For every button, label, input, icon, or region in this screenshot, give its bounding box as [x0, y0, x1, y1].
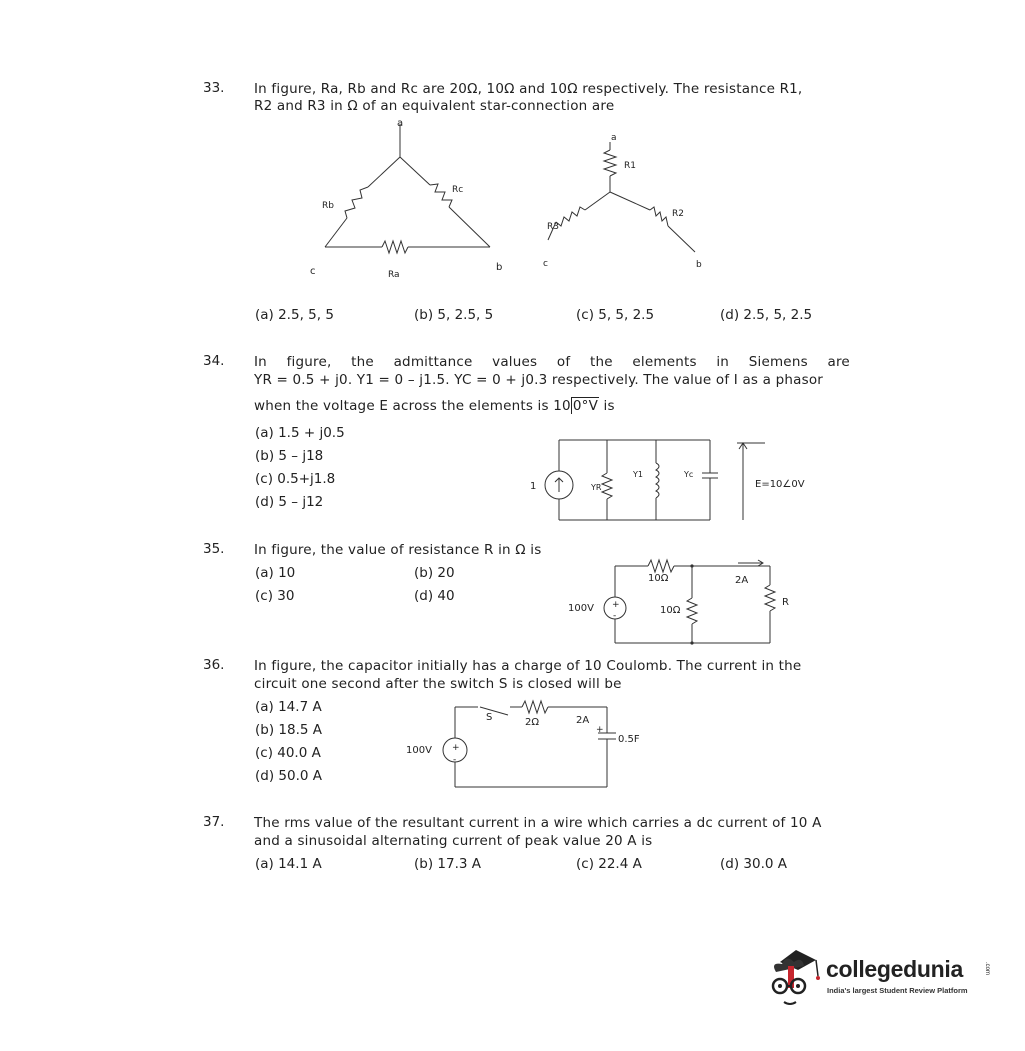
q37-option-d[interactable]: (d) 30.0 A: [720, 856, 787, 872]
q35-text-line1: In figure, the value of resistance R in Ω is: [254, 542, 542, 558]
q34-voltage-angle: 0°V: [572, 398, 599, 414]
q34-option-d[interactable]: (d) 5 – j12: [255, 494, 324, 510]
q33-figure: [300, 112, 720, 284]
q33-delta-a: a: [397, 118, 404, 129]
q33-delta-b: b: [496, 262, 503, 273]
q34-text-line3: [254, 397, 615, 415]
q34-text-line2: YR = 0.5 + j0. Y1 = 0 – j1.5. YC = 0 + j0.3 respectively. The value of I as a phasor: [254, 372, 824, 388]
q33-number: 33.: [203, 80, 225, 96]
collegedunia-logo: [766, 942, 996, 1012]
q34-voltage-magnitude: 10: [553, 398, 571, 414]
q37-number: 37.: [203, 814, 225, 830]
q34-e-label: E=10∠0V: [755, 479, 805, 490]
q34-line3-post: is: [603, 398, 615, 414]
q34-yc-label: Yc: [684, 470, 694, 479]
q37-option-b[interactable]: (b) 17.3 A: [414, 856, 481, 872]
q33-star-c: c: [543, 259, 548, 269]
q33-text-line1: In figure, Ra, Rb and Rc are 20Ω, 10Ω and 10Ω respectively. The resistance R1,: [254, 81, 803, 97]
q36-plus: +: [452, 743, 460, 753]
q33-text-line2: R2 and R3 in Ω of an equivalent star-connection are: [254, 98, 615, 114]
logo-wordmark: collegedunia: [826, 956, 963, 982]
q34-yr-label: YR: [591, 483, 602, 492]
q35-option-b[interactable]: (b) 20: [414, 565, 455, 581]
q34-number: 34.: [203, 353, 225, 369]
q35-option-d[interactable]: (d) 40: [414, 588, 455, 604]
q36-number: 36.: [203, 657, 225, 673]
q36-option-c[interactable]: (c) 40.0 A: [255, 745, 321, 761]
q37-option-c[interactable]: (c) 22.4 A: [576, 856, 642, 872]
mascot-icon: [766, 942, 826, 1010]
q37-text-line1: The rms value of the resultant current in a wire which carries a dc current of 10 A: [254, 815, 822, 831]
q36-figure: [400, 695, 660, 795]
q36-source-label: 100V: [406, 745, 432, 756]
q34-word: the: [589, 354, 613, 370]
q35-figure: [560, 553, 800, 648]
q33-ra-label: Ra: [388, 270, 400, 280]
q36-current-label: 2A: [576, 715, 590, 726]
q34-source-label: 1: [530, 481, 537, 492]
q36-cap-plus: +: [596, 725, 604, 735]
q33-rc-label: Rc: [452, 185, 464, 195]
q33-delta-c: c: [310, 266, 316, 277]
q34-word: elements: [632, 354, 697, 370]
q34-word: in: [716, 354, 730, 370]
q33-star-b: b: [696, 260, 702, 270]
q35-r-label: R: [782, 597, 789, 608]
logo-tagline: India's largest Student Review Platform: [827, 986, 968, 995]
q37-text-line2: and a sinusoidal alternating current of peak value 20 A is: [254, 833, 653, 849]
logo-suffix: .com: [984, 962, 990, 976]
q33-rb-label: Rb: [322, 201, 334, 211]
q34-word: admittance: [393, 354, 473, 370]
q36-text-line2: circuit one second after the switch S is closed will be: [254, 676, 622, 692]
q34-option-b[interactable]: (b) 5 – j18: [255, 448, 324, 464]
q34-option-a[interactable]: (a) 1.5 + j0.5: [255, 425, 345, 441]
q36-cap-label: 0.5F: [618, 734, 640, 745]
q33-option-a[interactable]: (a) 2.5, 5, 5: [255, 307, 334, 323]
q36-r-label: 2Ω: [525, 717, 540, 728]
q35-r-mid-label: 10Ω: [660, 605, 681, 616]
q34-word: In: [254, 354, 267, 370]
q33-option-c[interactable]: (c) 5, 5, 2.5: [576, 307, 655, 323]
q36-minus: -: [453, 755, 457, 765]
q36-option-d[interactable]: (d) 50.0 A: [255, 768, 322, 784]
q34-word: are: [827, 354, 850, 370]
q35-r-top-label: 10Ω: [648, 573, 669, 584]
q35-source-label: 100V: [568, 603, 594, 614]
q36-text-line1: In figure, the capacitor initially has a charge of 10 Coulomb. The current in the: [254, 658, 802, 674]
q34-word: of: [556, 354, 571, 370]
q34-text-line1: [254, 353, 850, 371]
q34-word: the: [351, 354, 374, 370]
q35-minus: -: [613, 611, 617, 621]
q36-switch-label: S: [486, 712, 493, 723]
q33-star-a: a: [611, 133, 617, 143]
q33-option-d[interactable]: (d) 2.5, 5, 2.5: [720, 307, 813, 323]
q33-r2-label: R2: [672, 209, 684, 219]
q36-option-a[interactable]: (a) 14.7 A: [255, 699, 322, 715]
q34-word: values: [492, 354, 538, 370]
q35-current-label: 2A: [735, 575, 749, 586]
q35-number: 35.: [203, 541, 225, 557]
q35-option-c[interactable]: (c) 30: [255, 588, 295, 604]
q33-option-b[interactable]: (b) 5, 2.5, 5: [414, 307, 494, 323]
q34-word: figure,: [286, 354, 332, 370]
q34-figure: [525, 435, 825, 525]
q35-plus: +: [612, 600, 620, 610]
q37-option-a[interactable]: (a) 14.1 A: [255, 856, 322, 872]
q34-option-c[interactable]: (c) 0.5+j1.8: [255, 471, 336, 487]
q33-r3-label: R3: [547, 222, 559, 232]
q36-option-b[interactable]: (b) 18.5 A: [255, 722, 322, 738]
q34-line3-pre: when the voltage E across the elements is: [254, 398, 549, 414]
q33-r1-label: R1: [624, 161, 636, 171]
q34-word: Siemens: [748, 354, 808, 370]
q34-y1-label: Y1: [633, 470, 643, 479]
q35-option-a[interactable]: (a) 10: [255, 565, 296, 581]
